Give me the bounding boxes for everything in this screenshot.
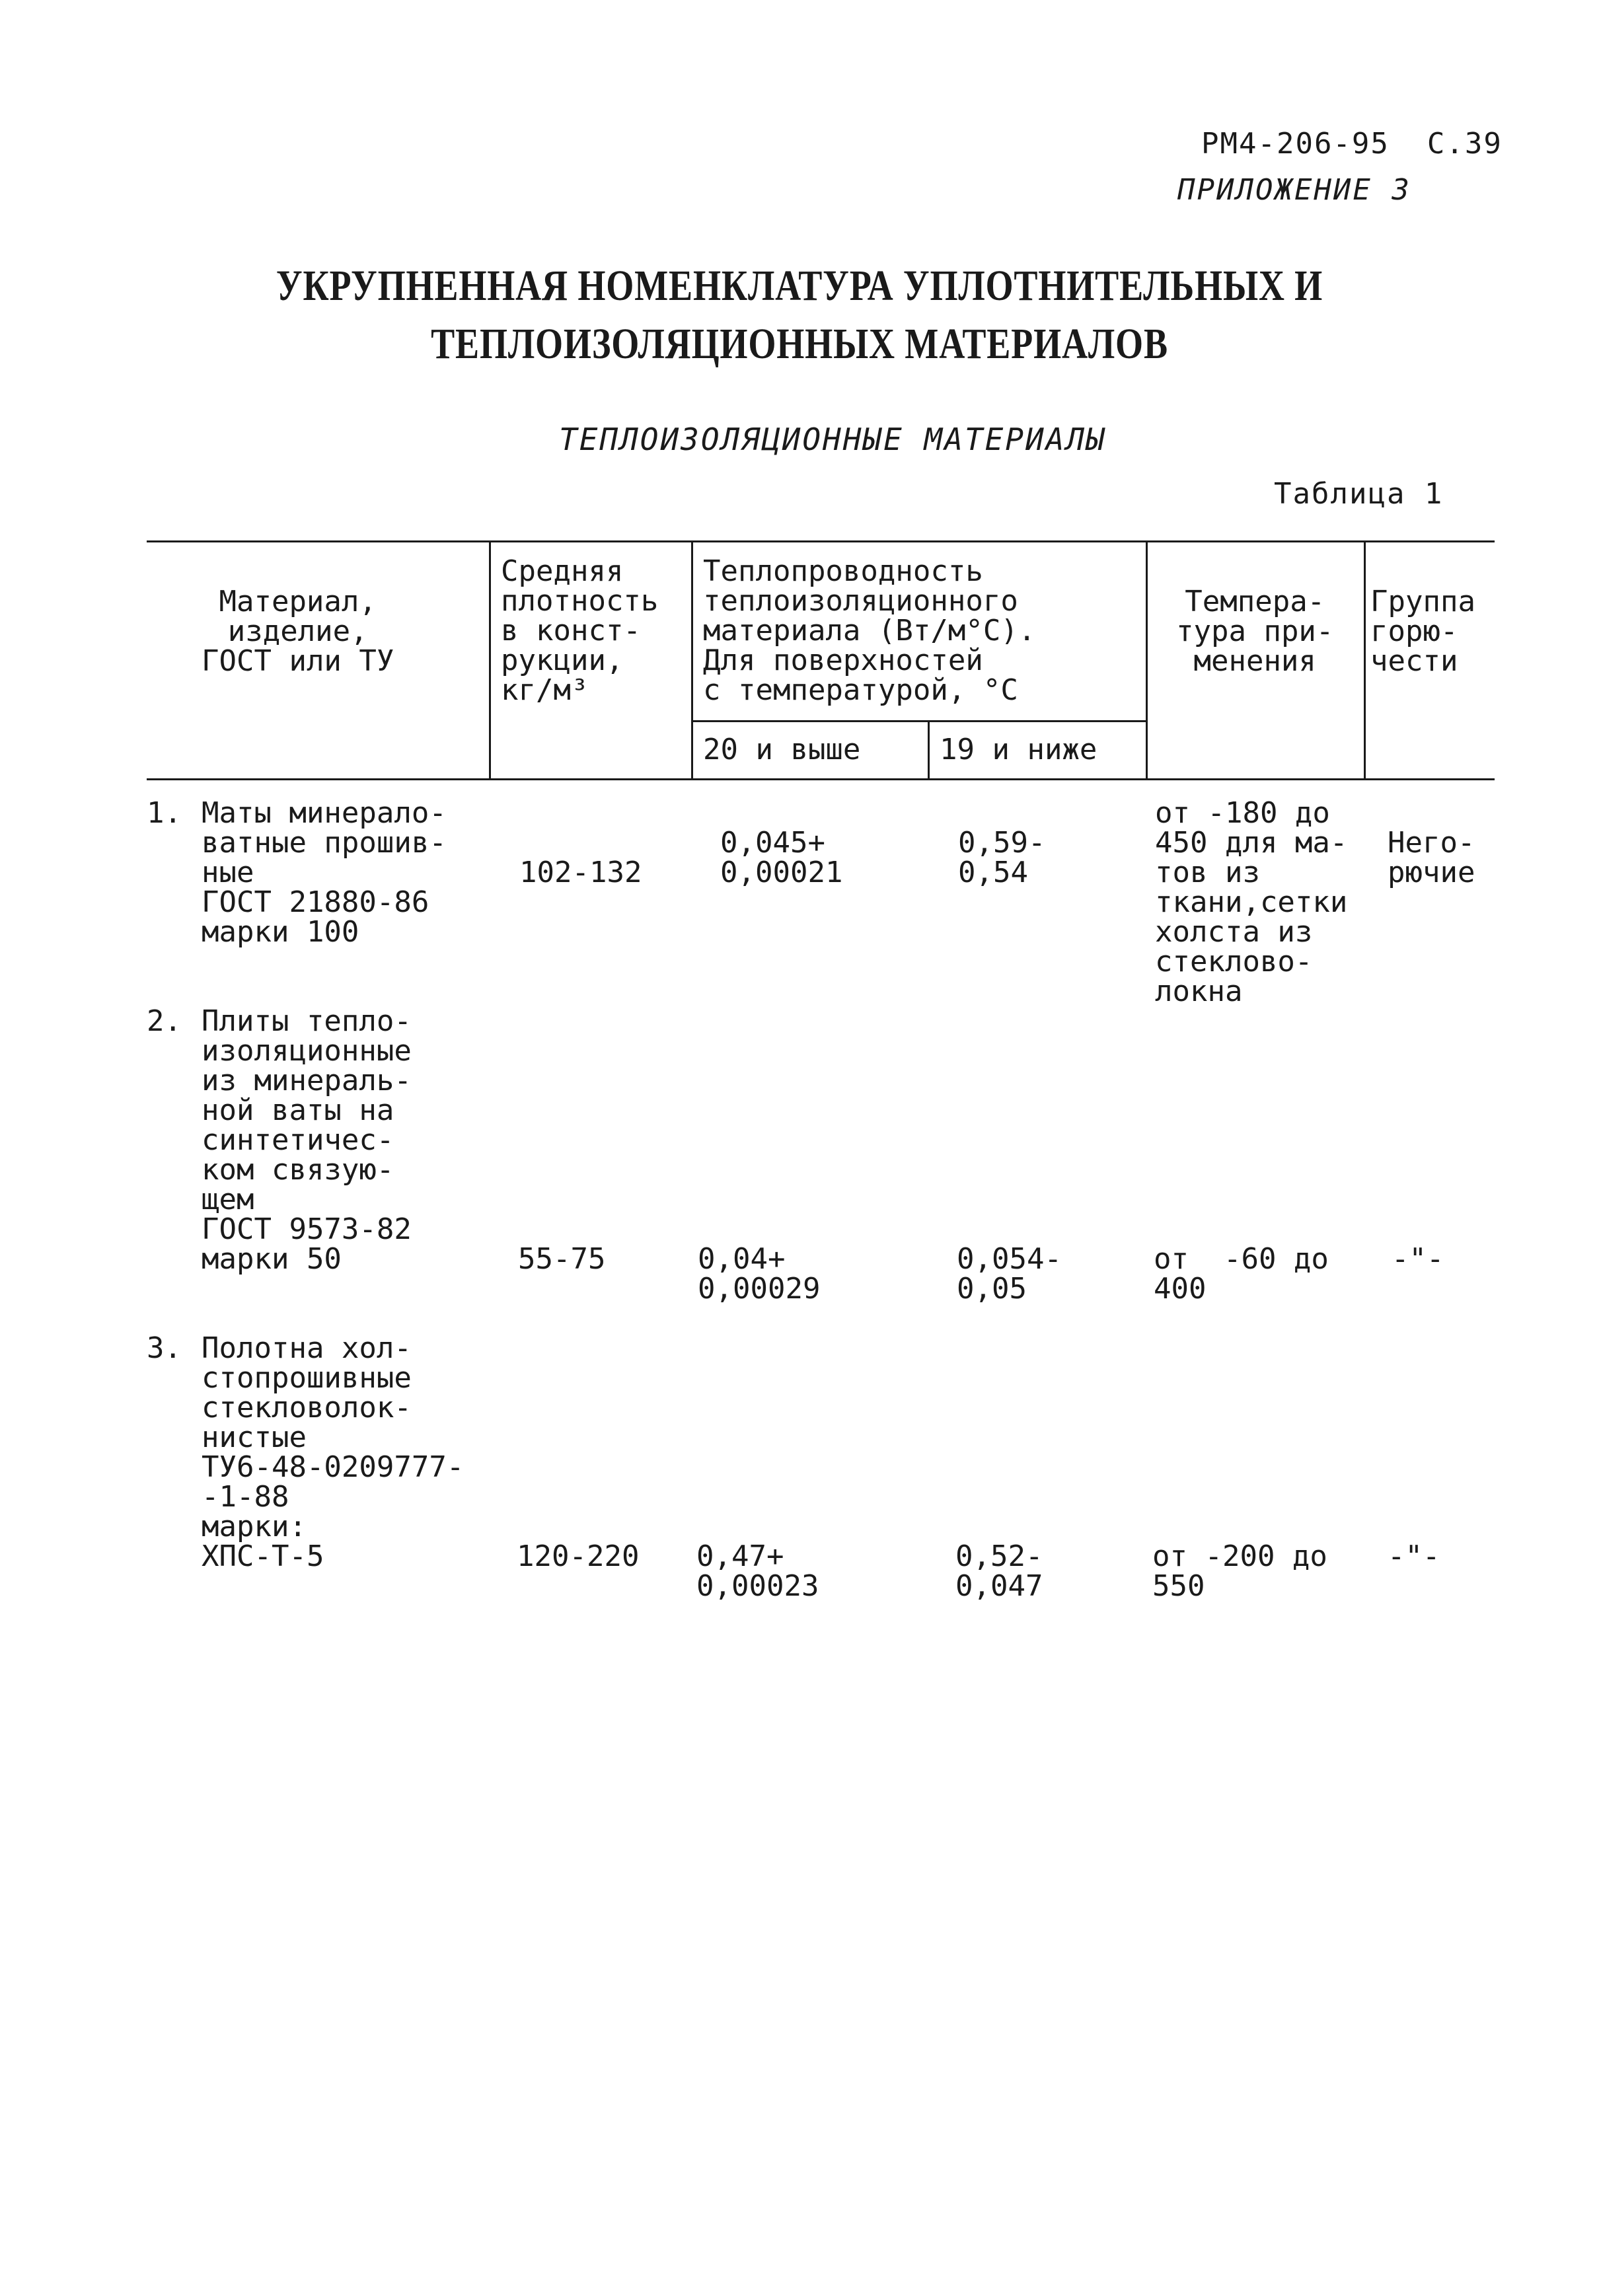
- page-title-line2: ТЕПЛОИЗОЛЯЦИОННЫХ МАТЕРИАЛОВ: [431, 320, 1168, 368]
- header-conductivity-19: 19 и ниже: [940, 733, 1097, 766]
- header-conductivity: Теплопроводность теплоизоляционного материала (Вт/м°С). Для поверхностей с температурой, °С: [703, 554, 1036, 707]
- column-divider-3: [928, 720, 930, 780]
- document-code: РМ4-206-95 С.39: [1201, 127, 1503, 161]
- conductivity-subheader-line: [691, 720, 1147, 722]
- row-density: 120-220: [517, 1539, 640, 1573]
- row-number: 2.: [147, 1004, 182, 1038]
- header-temperature: Темпера- тура при- менения: [1176, 585, 1334, 678]
- row-density: 55-75: [518, 1242, 606, 1276]
- row-conductivity-19: 0,054- 0,05: [957, 1242, 1062, 1306]
- row-conductivity-20: 0,04+ 0,00029: [698, 1242, 821, 1306]
- row-number: 3.: [147, 1331, 182, 1365]
- row-conductivity-19: 0,59- 0,54: [958, 826, 1046, 889]
- header-conductivity-20: 20 и выше: [703, 733, 861, 766]
- row-conductivity-20: 0,47+ 0,00023: [696, 1539, 819, 1603]
- row-flammability: -"-: [1392, 1242, 1444, 1276]
- row-temperature: от -60 до 400: [1154, 1242, 1329, 1306]
- row-temperature: от -200 до 550: [1152, 1539, 1327, 1603]
- header-material: Материал, изделие, ГОСТ или ТУ: [202, 585, 394, 678]
- row-material: Плиты тепло- изоляционные из минераль- ной ваты на синтетичес- ком связую- щем ГОСТ 9573-82 марки 50: [202, 1004, 412, 1276]
- table-top-border: [147, 540, 1495, 542]
- column-divider-2: [691, 540, 693, 780]
- page-title-line1: УКРУПНЕННАЯ НОМЕНКЛАТУРА УПЛОТНИТЕЛЬНЫХ И: [276, 262, 1323, 310]
- row-density: 102-132: [519, 856, 642, 889]
- table-header-bottom-border: [147, 778, 1495, 780]
- appendix-label: ПРИЛОЖЕНИЕ 3: [1177, 173, 1411, 207]
- column-divider-4: [1146, 540, 1148, 780]
- row-material: Полотна хол- стопрошивные стекловолок- нистые ТУ6-48-0209777- -1-88 марки: ХПС-Т-5: [202, 1331, 465, 1573]
- row-flammability: -"-: [1388, 1539, 1440, 1573]
- row-conductivity-20: 0,045+ 0,00021: [720, 826, 843, 889]
- row-conductivity-19: 0,52- 0,047: [955, 1539, 1043, 1603]
- column-divider-5: [1364, 540, 1366, 780]
- row-material: Маты минерало- ватные прошив- ные ГОСТ 21880-86 марки 100: [202, 796, 447, 949]
- section-subtitle: ТЕПЛОИЗОЛЯЦИОННЫЕ МАТЕРИАЛЫ: [559, 422, 1107, 457]
- column-divider-1: [489, 540, 491, 780]
- header-density: Средняя плотность в конст- рукции, кг/м³: [501, 554, 659, 707]
- header-flammability: Группа горю- чести: [1370, 585, 1475, 678]
- row-flammability: Него- рючие: [1388, 826, 1475, 889]
- row-number: 1.: [147, 796, 182, 830]
- table-number: Таблица 1: [1274, 477, 1444, 511]
- row-temperature: от -180 до 450 для ма- тов из ткани,сетки холста из стеклово- локна: [1155, 796, 1348, 1008]
